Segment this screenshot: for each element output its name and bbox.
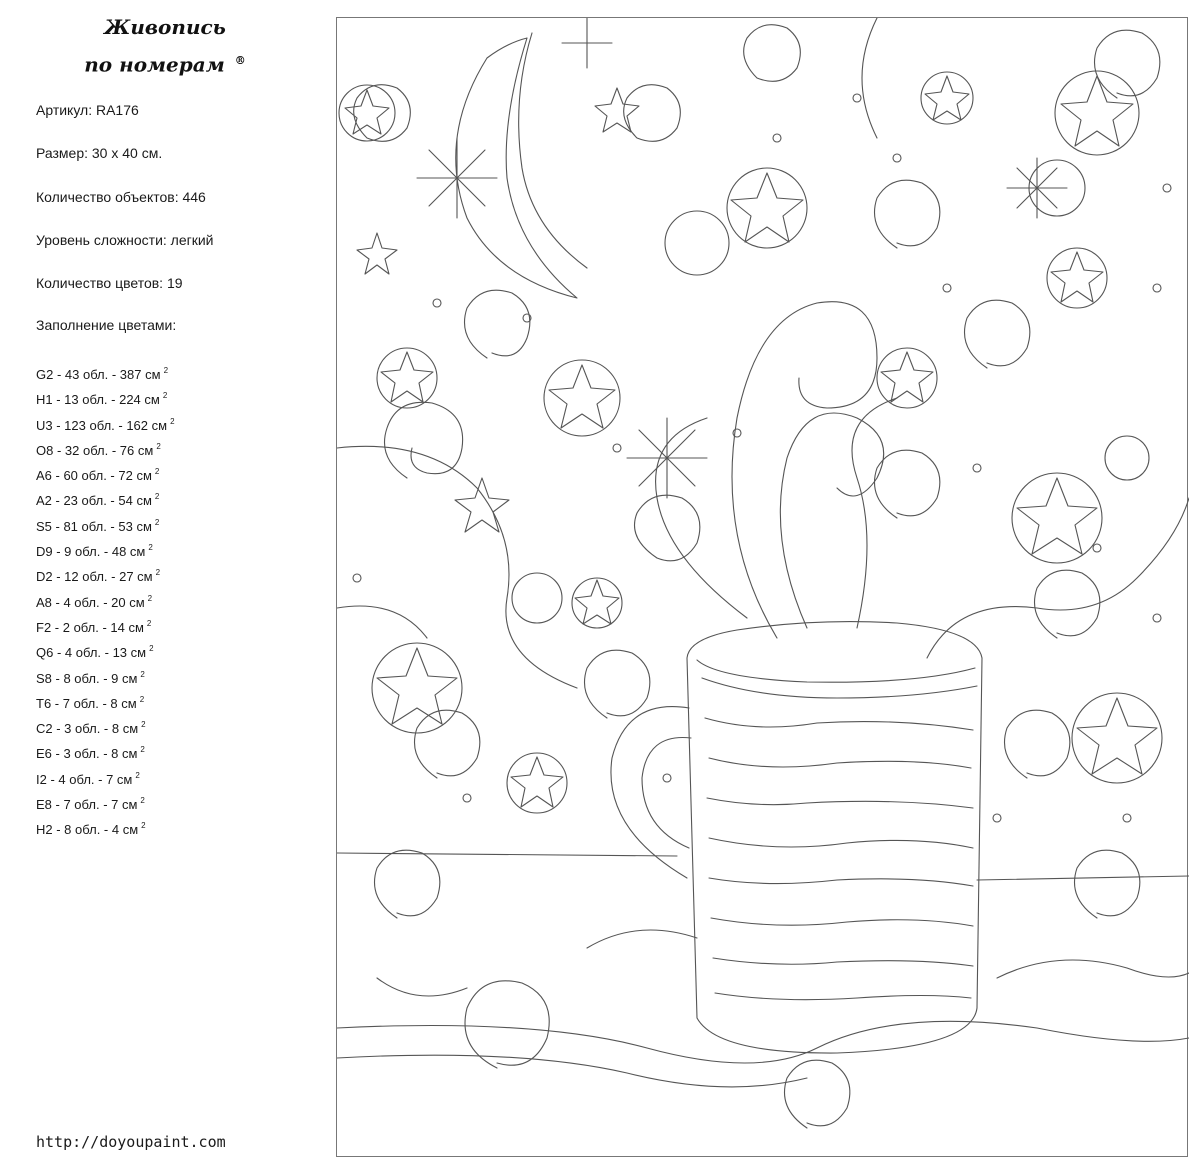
palette-row-text: C2 - 3 обл. - 8 см <box>36 721 139 737</box>
sparkle-stars <box>357 18 1067 532</box>
mug-handle <box>611 707 689 878</box>
palette-row-sup: 2 <box>148 543 153 553</box>
palette-row <box>36 385 175 410</box>
palette-row-sup: 2 <box>163 366 169 375</box>
palette-row-text: G2 - 43 обл. - 387 см <box>36 367 161 382</box>
palette-row-sup: 2 <box>154 517 160 527</box>
palette-row-sup: 2 <box>155 568 161 578</box>
palette-row-text: E8 - 7 обл. - 7 см <box>36 797 138 813</box>
palette-row-sup: 2 <box>140 796 145 806</box>
brand-line-1: Живопись <box>104 15 226 39</box>
palette-row-text: D9 - 9 обл. - 48 см <box>36 544 146 560</box>
palette-row-sup: 2 <box>140 745 145 755</box>
palette-row-text: A8 - 4 обл. - 20 см <box>36 594 145 610</box>
registered-mark: ® <box>234 54 246 67</box>
line-art-illustration <box>337 18 1189 1158</box>
palette-row-text: D2 - 12 обл. - 27 см <box>36 569 153 585</box>
palette-row-text: A2 - 23 обл. - 54 см <box>36 493 152 509</box>
palette-row-text: S8 - 8 обл. - 9 см <box>36 670 138 686</box>
palette-row-text: F2 - 2 обл. - 14 см <box>36 619 144 635</box>
palette-row <box>36 512 175 537</box>
palette-row <box>36 360 175 385</box>
palette-row <box>36 790 175 815</box>
palette-row-sup: 2 <box>149 644 154 654</box>
brand-line-2: по номерам <box>84 52 225 77</box>
info-difficulty: Уровень сложности: легкий <box>36 231 214 248</box>
palette-row-text: H2 - 8 обл. - 4 см <box>36 822 139 838</box>
palette-row <box>36 588 175 613</box>
palette-row <box>36 689 175 714</box>
table-edge-line <box>337 853 1189 880</box>
palette-row-sup: 2 <box>141 821 146 831</box>
palette-row <box>36 486 175 511</box>
palette-row-sup: 2 <box>140 669 145 679</box>
palette-row-text: S5 - 81 обл. - 53 см <box>36 518 152 534</box>
palette-row-sup: 2 <box>141 720 146 730</box>
palette-row <box>36 436 175 461</box>
palette-row-sup: 2 <box>162 391 168 401</box>
palette-row <box>36 815 175 840</box>
product-info <box>36 100 214 316</box>
brand-title <box>0 10 330 82</box>
palette-row-sup: 2 <box>139 694 145 704</box>
palette-row <box>36 739 175 764</box>
palette-row-sup: 2 <box>154 492 160 502</box>
palette-row <box>36 562 175 587</box>
fill-heading: Заполнение цветами: <box>36 317 177 333</box>
palette-row-text: O8 - 32 обл. - 76 см <box>36 442 154 458</box>
palette-row <box>36 664 175 689</box>
info-size: Размер: 30 x 40 см. <box>36 145 163 162</box>
palette-row <box>36 613 175 638</box>
info-color-count: Количество цветов: 19 <box>36 275 183 292</box>
palette-row <box>36 638 175 663</box>
palette-row-sup: 2 <box>147 593 153 603</box>
info-article: Артикул: RA176 <box>36 102 139 118</box>
crescent-moon <box>456 38 577 298</box>
website-url[interactable]: http://doyoupaint.com <box>36 1133 226 1151</box>
palette-row-text: Q6 - 4 обл. - 13 см <box>36 645 147 661</box>
palette-row <box>36 765 175 790</box>
mug-rim <box>697 660 975 682</box>
palette-row-text: H1 - 13 обл. - 224 см <box>36 392 160 408</box>
palette-row-sup: 2 <box>146 618 152 628</box>
palette-row <box>36 714 175 739</box>
coloring-canvas <box>336 17 1188 1157</box>
palette-row-text: U3 - 123 обл. - 162 см <box>36 417 168 433</box>
palette-row-sup: 2 <box>170 416 175 426</box>
palette-row-text: A6 - 60 обл. - 72 см <box>36 468 152 484</box>
palette-row-text: I2 - 4 обл. - 7 см <box>36 771 133 787</box>
palette-row-sup: 2 <box>156 441 161 451</box>
palette-row <box>36 461 175 486</box>
steam-swirl <box>732 302 877 638</box>
dots <box>353 94 1171 822</box>
palette-row-text: T6 - 7 обл. - 8 см <box>36 695 137 711</box>
palette-row-sup: 2 <box>135 770 140 780</box>
palette-row-sup: 2 <box>154 467 160 477</box>
color-fill-list <box>36 360 175 841</box>
palette-row <box>36 411 175 436</box>
palette-row-text: E6 - 3 обл. - 8 см <box>36 746 138 762</box>
info-object-count: Количество объектов: 446 <box>36 188 206 205</box>
palette-row <box>36 537 175 562</box>
